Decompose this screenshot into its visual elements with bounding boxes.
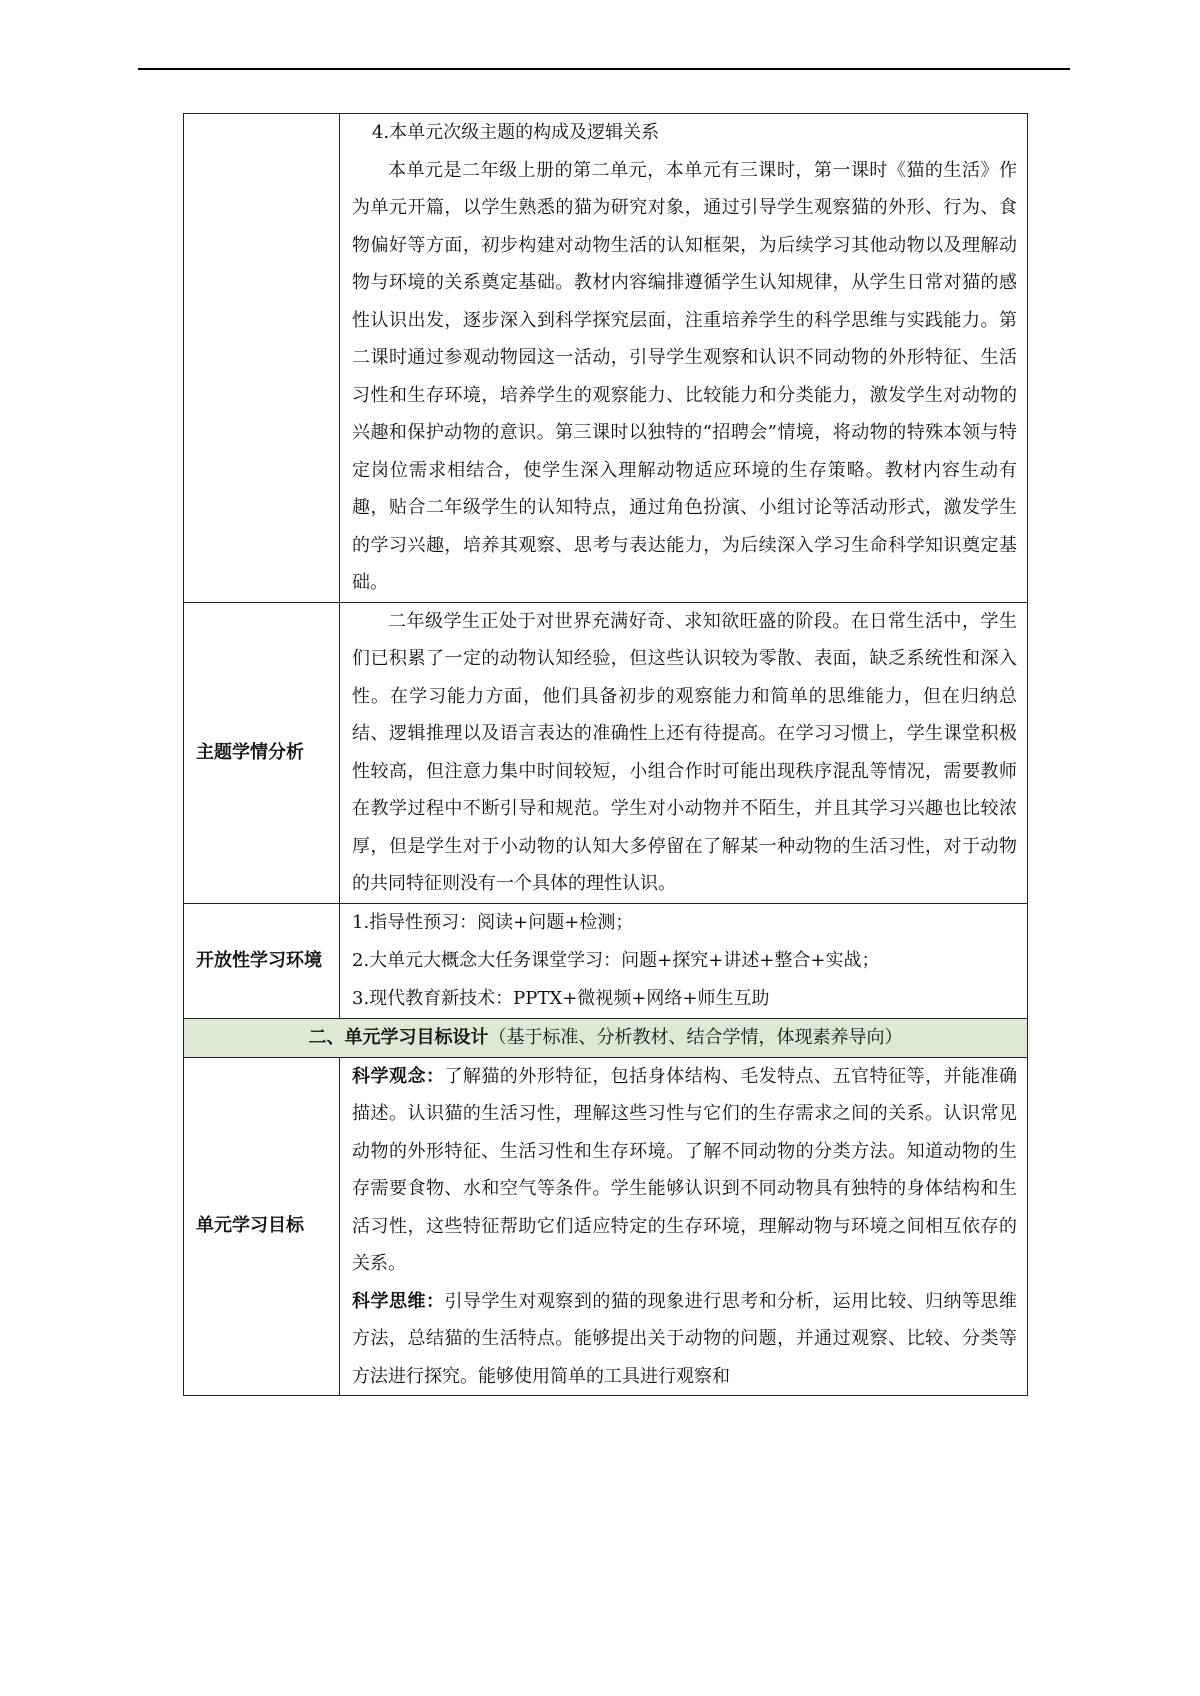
student-analysis-cell [340, 602, 1028, 903]
open-environment-label: 开放性学习环境 [184, 903, 340, 1018]
row-unit-goals [184, 1057, 1028, 1396]
row-student-analysis [184, 602, 1028, 903]
header-rule [138, 68, 1070, 70]
student-analysis-label: 主题学情分析 [184, 602, 340, 903]
band-note: （基于标准、分析教材、结合学情，体现素养导向） [488, 1026, 903, 1048]
thinking-term: 科学思维： [352, 1290, 445, 1312]
row-unit-structure [184, 114, 1028, 603]
open-environment-cell [340, 903, 1028, 1018]
concept-text: 了解猫的外形特征，包括身体结构、毛发特点、五官特征等，并能准确描述。认识猫的生活习性，理解这些习性与它们的生存需求之间的关系。认识常见动物的外形特征、生活习性和生存环境。了解不同动物的分类方法。知道动物的生存需要食物、水和空气等条件。学生能够认识到不同动物具有独特的身体结构和生活习性，这些特征帮助它们适应特定的生存环境，理解动物与环境之间相互依存的关系。 [352, 1065, 1018, 1274]
student-analysis-paragraph: 二年级学生正处于对世界充满好奇、求知欲旺盛的阶段。在日常生活中，学生们已积累了一定的动物认知经验，但这些认识较为零散、表面，缺乏系统性和深入性。在学习能力方面，他们具备初步的观察能力和简单的思维能力，但在归纳总结、逻辑推理以及语言表达的准确性上还有待提高。在学习习惯上，学生课堂积极性较高，但注意力集中时间较短，小组合作时可能出现秩序混乱等情况，需要教师在教学过程中不断引导和规范。学生对小动物并不陌生，并且其学习兴趣也比较浓厚，但是学生对于小动物的认知大多停留在了解某一种动物的生活习性，对于动物的共同特征则没有一个具体的理性认识。 [352, 610, 1017, 894]
goal-thinking [352, 1283, 1017, 1396]
row-open-environment [184, 903, 1028, 1018]
unit-structure-cell [340, 114, 1028, 603]
unit-goals-label: 单元学习目标 [184, 1057, 340, 1396]
environment-item: 3.现代教育新技术：PPTX+微视频+网络+师生互助 [352, 987, 770, 1009]
unit-plan-table [183, 113, 1028, 1396]
section-band [184, 1018, 1028, 1057]
thinking-text: 引导学生对观察到的猫的现象进行思考和分析，运用比较、归纳等思维方法，总结猫的生活特点。能够提出关于动物的问题，并通过观察、比较、分类等方法进行探究。能够使用简单的工具进行观察和 [352, 1290, 1018, 1387]
row-section-band [184, 1018, 1028, 1057]
goal-concept [352, 1058, 1017, 1283]
unit-goals-cell [340, 1057, 1028, 1396]
environment-item: 1.指导性预习：阅读+问题+检测； [352, 911, 634, 933]
empty-label-cell [184, 114, 340, 603]
band-title: 二、单元学习目标设计 [308, 1026, 489, 1048]
structure-paragraph: 本单元是二年级上册的第二单元，本单元有三课时，第一课时《猫的生活》作为单元开篇，以学生熟悉的猫为研究对象，通过引导学生观察猫的外形、行为、食物偏好等方面，初步构建对动物生活的认知框架，为后续学习其他动物以及理解动物与环境的关系奠定基础。教材内容编排遵循学生认知规律，从学生日常对猫的感性认识出发，逐步深入到科学探究层面，注重培养学生的科学思维与实践能力。第二课时通过参观动物园这一活动，引导学生观察和认识不同动物的外形特征、生活习性和生存环境，培养学生的观察能力、比较能力和分类能力，激发学生对动物的兴趣和保护动物的意识。第三课时以独特的“招聘会”情境，将动物的特殊本领与特定岗位需求相结合，使学生深入理解动物适应环境的生存策略。教材内容生动有趣，贴合二年级学生的认知特点，通过角色扮演、小组讨论等活动形式，激发学生的学习兴趣，培养其观察、思考与表达能力，为后续深入学习生命科学知识奠定基础。 [352, 159, 1017, 593]
concept-term: 科学观念： [352, 1065, 445, 1087]
structure-heading: 4.本单元次级主题的构成及逻辑关系 [372, 122, 660, 143]
environment-item: 2.大单元大概念大任务课堂学习：问题+探究+讲述+整合+实战； [352, 949, 880, 971]
